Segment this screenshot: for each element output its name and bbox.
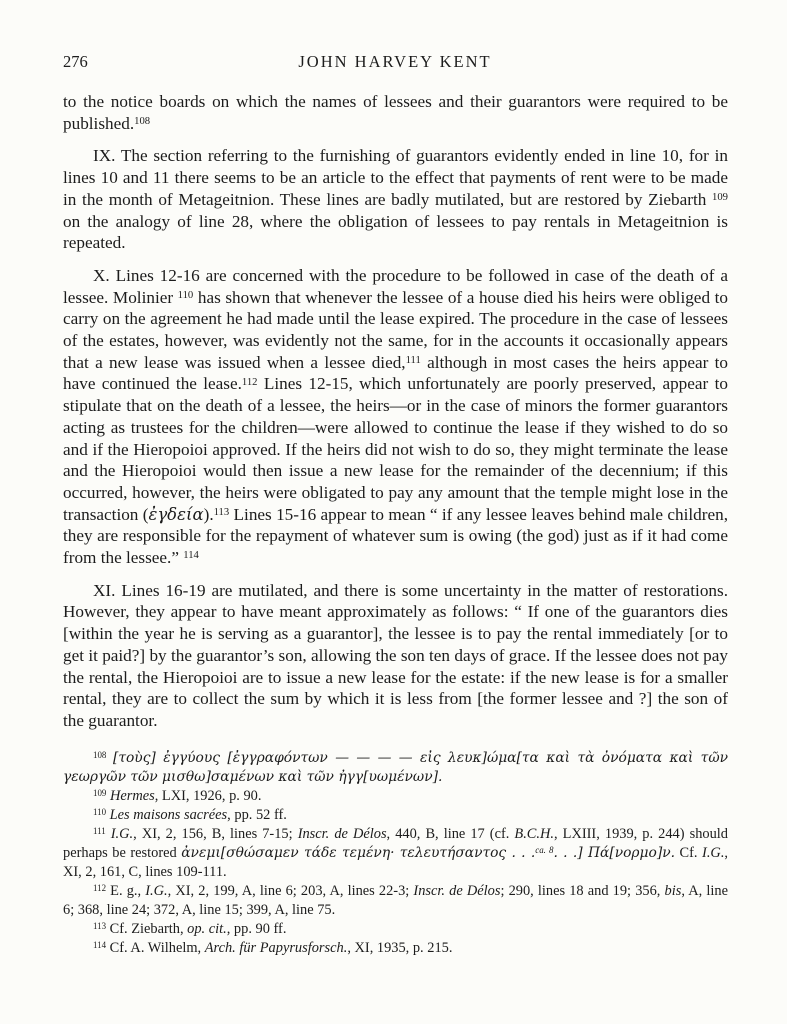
footnote-113: $^{113}$ Cf. Ziebarth, op. cit., pp. 90 ff.	[93, 920, 287, 937]
footnote-108: $^{108}$ [τοὺς] ἐγγύους [ἐγγραφόντων — — — — εἰς λευκ]ώμα[τα καὶ τὰ ὀνόματα καὶ τῶν γεωργῶν τῶν μισθω]σαμένων καὶ τῶν ἠγγ[υωμένων].	[63, 749, 728, 785]
page-number: 276	[63, 52, 88, 71]
body-text	[63, 91, 728, 958]
paragraph-section-x: X. Lines 12-16 are concerned with the procedure to be followed in case of the death of a lessee. Molinier $^{110}$ has shown that whenever the lessee of a house died his heirs were obliged to carry on the agreement he had made until the lease expired. The procedure in the case of lessees of the estates, however, was evidently not the same, for in the accounts it occasionally appears that a new lease was issued when a lessee died,$^{111}$ although in most cases the heirs appear to have continued the lease.$^{112}$ Lines 12-15, which unfortunately are poorly preserved, appear to stipulate that on the death of a lessee, the heirs—or in the case of minors the former guarantors acting as trustees for the children—were allowed to continue the lease if they wished to do so and if the Hieropoioi approved. If the heirs did not wish to do so, they might terminate the lease and the Hieropoioi would then issue a new lease for the remainder of the decennium; if this occurred, however, the heirs were obligated to pay any amount that the temple might lose in the transaction (ἐγδεία).$^{113}$ Lines 15-16 appear to mean “ if any lessee leaves behind male children, they are responsible for the repayment of whatever sum is owing (the god) just as if it had come from the lessee.” $^{114}$	[63, 265, 728, 568]
page-header	[63, 52, 727, 72]
footnote-114: $^{114}$ Cf. A. Wilhelm, Arch. für Papyrusforsch., XI, 1935, p. 215.	[93, 939, 453, 956]
paragraph-continuation: to the notice boards on which the names of lessees and their guarantors were required to be published.$^{108}$	[63, 92, 728, 133]
running-head: JOHN HARVEY KENT	[298, 52, 492, 71]
footnote-112: $^{112}$ E. g., I.G., XI, 2, 199, A, line 6; 203, A, lines 22-3; Inscr. de Délos; 290, lines 18 and 19; 356, bis, A, line 6; 368, line 24; 372, A, line 15; 399, A, line 75.	[63, 882, 728, 918]
footnote-110: $^{110}$ Les maisons sacrées, pp. 52 ff.	[93, 806, 287, 823]
footnote-109: $^{109}$ Hermes, LXI, 1926, p. 90.	[93, 787, 262, 804]
footnote-111: $^{111}$ I.G., XI, 2, 156, B, lines 7-15; Inscr. de Délos, 440, B, line 17 (cf. B.C.H., LXIII, 1939, p. 244) should perhaps be restored ἀνεμι[σθώσαμεν τάδε τεμένη· τελευτήσαντος . . .$^{ca. 8}$. . .] Πά[νορμο]ν. Cf. I.G., XI, 2, 161, C, lines 109-111.	[63, 825, 729, 880]
footnotes	[63, 749, 728, 958]
paragraph-section-ix: IX. The section referring to the furnishing of guarantors evidently ended in line 10, for in lines 10 and 11 there seems to be an article to the effect that payments of rent were to be made in the month of Metageitnion. These lines are badly mutilated, but are restored by Ziebarth $^{109}$ on the analogy of line 28, where the obligation of lessees to pay rentals in Metageitnion is repeated.	[63, 146, 728, 253]
paragraph-section-xi: XI. Lines 16-19 are mutilated, and there is some uncertainty in the matter of restorations. However, they appear to have meant approximately as follows: “ If one of the guarantors dies [within the year he is serving as a guarantor], the lessee is to pay the rental immediately [or to get it paid?] by the guarantor’s son, allowing the son ten days of grace. If the lessee does not pay the rental, the Hieropoioi are to issue a new lease for the estate: if the new lease is for a smaller rental, they are to collect the sum by which it is less from [the former lessee and ?] the son of the guarantor.	[63, 580, 728, 730]
